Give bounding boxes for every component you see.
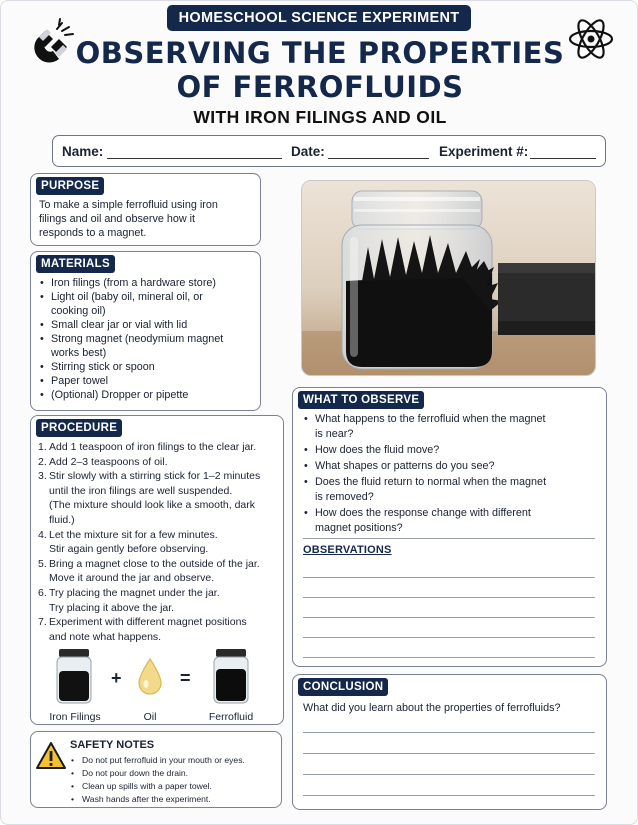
plus-sign: + — [111, 668, 122, 688]
observation-writing-line[interactable] — [303, 637, 595, 638]
page-title-line-1: OBSERVING THE PROPERTIES — [75, 36, 565, 70]
date-label: Date: — [291, 144, 325, 159]
purpose-line: responds to a magnet. — [39, 227, 147, 239]
list-item: • How does the fluid move? — [303, 443, 603, 458]
list-item: • Iron filings (from a hardware store) — [39, 276, 259, 290]
conclusion-tag: CONCLUSION — [298, 678, 388, 696]
oil-drop-icon — [137, 657, 163, 697]
conclusion-writing-line[interactable] — [303, 795, 595, 796]
procedure-step: 5. Bring a magnet close to the outside of the jar. Move it around the jar and observe. — [38, 557, 260, 585]
list-item: • What shapes or patterns do you see? — [303, 459, 603, 474]
conclusion-writing-line[interactable] — [303, 732, 595, 733]
list-item: • Do not pour down the drain. — [70, 767, 245, 780]
safety-list — [70, 754, 245, 806]
page-subtitle: WITH IRON FILINGS AND OIL — [193, 107, 447, 127]
list-item: • What happens to the ferrofluid when the magnet is near? — [303, 412, 603, 442]
observation-writing-line[interactable] — [303, 617, 595, 618]
ferrofluid-caption: Ferrofluid — [208, 711, 254, 723]
procedure-step: 3. Stir slowly with a stirring stick for 1–2 minutes until the iron filings are well suspended. (The mixture should look like a smooth, dark fluid.) — [38, 470, 261, 526]
list-item: • Do not put ferrofluid in your mouth or eyes. — [70, 754, 245, 767]
conclusion-box — [292, 674, 607, 810]
list-item: • How does the response change with different magnet positions? — [303, 506, 603, 536]
list-item: • Small clear jar or vial with lid — [39, 318, 259, 332]
observe-separator — [303, 538, 595, 539]
conclusion-prompt: What did you learn about the properties of ferrofluids? — [303, 702, 561, 714]
purpose-line: To make a simple ferrofluid using iron — [39, 199, 218, 211]
name-field[interactable] — [107, 158, 282, 159]
observe-tag: WHAT TO OBSERVE — [298, 391, 424, 409]
date-field[interactable] — [328, 158, 429, 159]
list-item: • Strong magnet (neodymium magnet works best) — [39, 332, 259, 360]
procedure-step: 1. Add 1 teaspoon of iron filings to the clear jar. — [38, 441, 257, 453]
ferrofluid-jar-icon — [211, 647, 251, 705]
list-item: • Does the fluid return to normal when the magnet is removed? — [303, 475, 603, 505]
procedure-step: 4. Let the mixture sit for a few minutes. Stir again gently before observing. — [38, 528, 218, 556]
experiment-number-label: Experiment #: — [439, 144, 529, 159]
atom-icon — [567, 15, 615, 63]
list-item: • Paper towel — [39, 374, 259, 388]
name-label: Name: — [62, 144, 104, 159]
observation-writing-line[interactable] — [303, 577, 595, 578]
page-title-line-2: OF FERROFLUIDS — [176, 70, 464, 104]
name-date-bar — [52, 135, 606, 167]
purpose-text — [39, 198, 218, 240]
observe-list — [303, 412, 603, 536]
experiment-number-field[interactable] — [530, 158, 596, 159]
list-item: • Wash hands after the experiment. — [70, 793, 245, 806]
procedure-step: 2. Add 2–3 teaspoons of oil. — [38, 455, 168, 468]
purpose-tag: PURPOSE — [36, 177, 104, 195]
list-item: • Clean up spills with a paper towel. — [70, 780, 245, 793]
ferrofluid-photo — [301, 180, 596, 376]
list-item: • Stirring stick or spoon — [39, 360, 259, 374]
conclusion-writing-line[interactable] — [303, 753, 595, 754]
iron-filings-jar-icon — [54, 647, 94, 705]
observation-writing-line[interactable] — [303, 657, 595, 658]
procedure-tag: PROCEDURE — [36, 419, 122, 437]
conclusion-writing-line[interactable] — [303, 774, 595, 775]
purpose-line: filings and oil and observe how it — [39, 213, 196, 225]
procedure-step: 7. Experiment with different magnet positions and note what happens. — [38, 616, 247, 643]
safety-title: SAFETY NOTES — [70, 739, 155, 751]
iron-filings-caption: Iron Filings — [49, 711, 101, 723]
list-item: • Light oil (baby oil, mineral oil, or cooking oil) — [39, 290, 259, 318]
procedure-step: 6. Try placing the magnet under the jar. Try placing it above the jar. — [38, 586, 220, 614]
purpose-box — [30, 173, 261, 246]
list-item: • (Optional) Dropper or pipette — [39, 388, 259, 402]
oil-caption: Oil — [143, 711, 157, 723]
experiment-badge: HOMESCHOOL SCIENCE EXPERIMENT — [167, 5, 471, 31]
warning-icon — [35, 741, 67, 770]
materials-tag: MATERIALS — [36, 255, 115, 273]
procedure-steps — [38, 440, 282, 644]
observations-heading: OBSERVATIONS — [303, 544, 392, 556]
materials-list — [39, 276, 259, 402]
ferrofluid-jar-illustration — [302, 181, 596, 376]
observation-writing-line[interactable] — [303, 597, 595, 598]
materials-box — [30, 251, 261, 411]
observe-box — [292, 387, 607, 667]
equals-sign: = — [180, 668, 191, 688]
